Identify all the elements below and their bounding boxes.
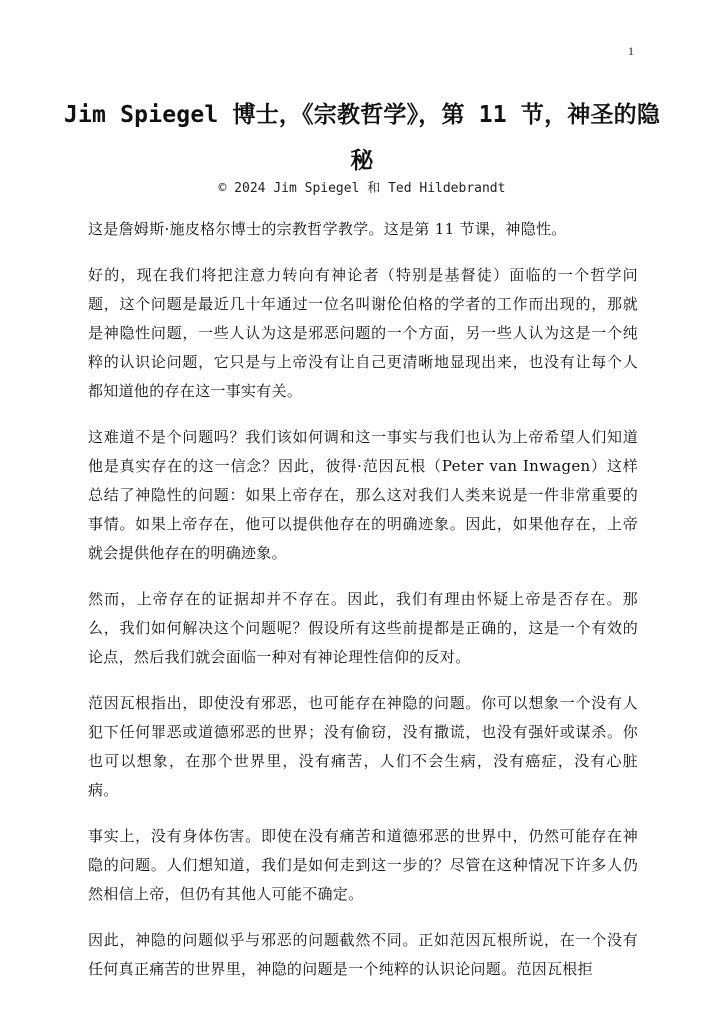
paragraph-evidence: 然而，上帝存在的证据却并不存在。因此，我们有理由怀疑上帝是否存在。那么，我们如何解决这个问题呢？假设所有这些前提都是正确的，这是一个有效的论点，然后我们就会面临一种对有神论理性信仰的反对。 (88, 590, 638, 666)
paragraph-divine-hiddenness-problem: 好的，现在我们将把注意力转向有神论者（特别是基督徒）面临的一个哲学问题，这个问题是最近几十年通过一位名叫谢伦伯格的学者的工作而出现的，那就是神隐性问题，一些人认为这是邪恶问题的一个方面，另一些人认为这是一个纯粹的认识论问题，它只是与上帝没有让自己更清晰地显现出来，也没有让每个人都知道他的存在这一事实有关。 (88, 266, 638, 400)
copyright-line: © 2024 Jim Spiegel 和 Ted Hildebrandt (218, 181, 506, 196)
page-number: 1 (628, 44, 634, 58)
paragraph-epistemic-problem: 因此，神隐的问题似乎与邪恶的问题截然不同。正如范因瓦根所说，在一个没有任何真正痛苦的世界里，神隐的问题是一个纯粹的认识论问题。范因瓦根拒 (88, 931, 638, 978)
paragraph-no-physical-harm: 事实上，没有身体伤害。即使在没有痛苦和道德邪恶的世界中，仍然可能存在神隐的问题。人们想知道，我们是如何走到这一步的？尽管在这种情况下许多人仍然相信上帝，但仍有其他人可能不确定。 (88, 827, 638, 903)
paragraph-intro: 这是詹姆斯·施皮格尔博士的宗教哲学教学。这是第 11 节课，神隐性。 (88, 220, 567, 238)
document-body (88, 215, 638, 1001)
document-title: Jim Spiegel 博士，《宗教哲学》，第 11 节，神圣的隐秘 (63, 102, 661, 174)
paragraph-van-inwagen-summary: 这难道不是个问题吗？我们该如何调和这一事实与我们也认为上帝希望人们知道他是真实存在的这一信念？因此，彼得·范因瓦根（Peter van Inwagen）这样总结了神隐性的问题：如果上帝存在，那么这对我们人类来说是一件非常重要的事情。如果上帝存在，他可以提供他存在的明确迹象。因此，如果他存在，上帝就会提供他存在的明确迹象。 (88, 428, 638, 562)
paragraph-world-without-evil: 范因瓦根指出，即使没有邪恶，也可能存在神隐的问题。你可以想象一个没有人犯下任何罪恶或道德邪恶的世界；没有偷窃，没有撒谎，也没有强奸或谋杀。你也可以想象，在那个世界里，没有痛苦，人们不会生病，没有癌症，没有心脏病。 (88, 694, 638, 799)
